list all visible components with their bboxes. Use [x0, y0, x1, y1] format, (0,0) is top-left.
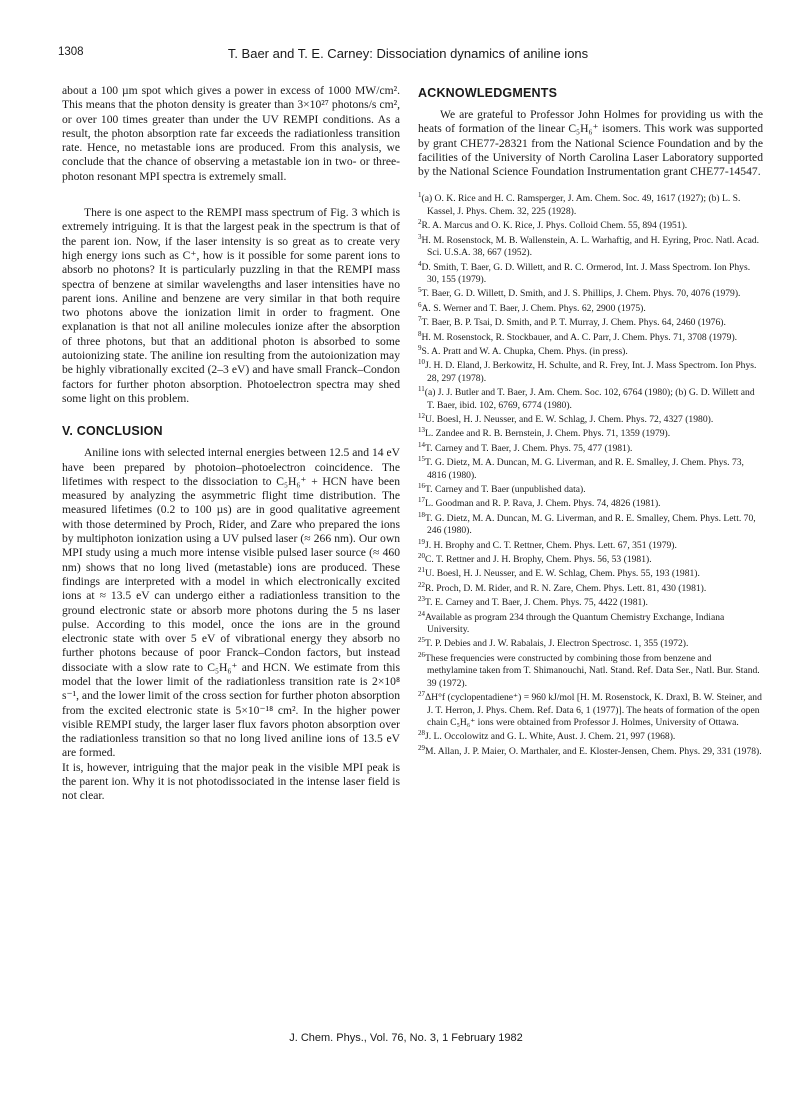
reference-text: T. Baer, B. P. Tsai, D. Smith, and P. T. Murray, J. Chem. Phys. 64, 2460 (1976). [421, 317, 726, 329]
reference-item [418, 428, 763, 440]
reference-number: 19 [418, 537, 425, 546]
reference-item [418, 343, 763, 358]
right-column [418, 84, 763, 760]
reference-text: U. Boesl, H. J. Neusser, and E. W. Schlag, J. Chem. Phys. 72, 4327 (1980). [425, 413, 714, 425]
reference-text: ΔH°f (cyclopentadiene⁺) = 960 kJ/mol [H. M. Rosenstock, K. Draxl, B. W. Steiner, and J. T. Herron, J. Phys. Chem. Ref. Data 6, 1 (1977)]. The heats of formation of the open chain C₅H₆⁺ ions were obtained from Professor J. Holmes, University of Ottawa. [425, 692, 762, 728]
reference-item [418, 568, 763, 580]
left-column [62, 84, 400, 804]
reference-number: 1 [418, 191, 422, 200]
journal-citation-footer: J. Chem. Phys., Vol. 76, No. 3, 1 February 1982 [289, 1032, 523, 1044]
reference-item [418, 329, 763, 344]
reference-number: 8 [418, 329, 422, 338]
reference-item [418, 650, 763, 690]
reference-text: L. Zandee and R. B. Bernstein, J. Chem. Phys. 71, 1359 (1979). [425, 428, 671, 440]
reference-number: 29 [418, 743, 425, 752]
reference-item [418, 537, 763, 552]
reference-item [418, 220, 763, 232]
reference-text: T. P. Debies and J. W. Rabalais, J. Electron Spectrosc. 1, 355 (1972). [425, 638, 689, 650]
reference-number: 7 [418, 314, 422, 323]
reference-number: 21 [418, 566, 425, 575]
reference-number: 6 [418, 300, 422, 309]
reference-number: 5 [418, 286, 422, 295]
reference-text: H. M. Rosenstock, M. B. Wallenstein, A. L. Warhaftig, and H. Eyring, Proc. Natl. Acad. Sci. U.S.A. 38, 667 (1952). [421, 234, 760, 259]
reference-text: Available as program 234 through the Quantum Chemistry Exchange, Indiana University. [425, 611, 725, 636]
page-number: 1308 [58, 46, 84, 58]
reference-number: 18 [418, 510, 425, 519]
reference-text: H. M. Rosenstock, R. Stockbauer, and A. C. Parr, J. Chem. Phys. 71, 3708 (1979). [421, 331, 738, 343]
reference-number: 2 [418, 218, 422, 227]
reference-text: U. Boesl, H. J. Neusser, and E. W. Schlag, Chem. Phys. 55, 193 (1981). [425, 568, 700, 580]
reference-text: T. G. Dietz, M. A. Duncan, M. G. Liverman, and R. E. Smalley, Chem. Phys. Lett. 70, 246 (1980). [425, 512, 756, 537]
reference-number: 12 [418, 411, 425, 420]
reference-number: 16 [418, 481, 425, 490]
section-heading-conclusion: V. CONCLUSION [62, 424, 163, 439]
reference-number: 20 [418, 551, 425, 560]
reference-item [418, 609, 763, 637]
reference-number: 17 [418, 496, 425, 505]
reference-text: S. A. Pratt and W. A. Chupka, Chem. Phys. (in press). [421, 345, 628, 357]
reference-text: (a) J. J. Butler and T. Baer, J. Am. Chem. Soc. 102, 6764 (1980); (b) G. D. Willett and T. Baer, ibid. 102, 6769, 6774 (1980). [424, 387, 755, 411]
reference-number: 25 [418, 636, 425, 645]
reference-item [418, 300, 763, 315]
reference-number: 22 [418, 580, 425, 589]
body-paragraph: It is, however, intriguing that the major peak in the visible MPI peak is the parent ion. Why it is not photodissociated in the intense laser field is not clear. [62, 760, 400, 803]
reference-number: 9 [418, 343, 422, 352]
reference-text: These frequencies were constructed by combining those from benzene and methylamine taken from T. Shimanouchi, Natl. Stand. Ref. Data Ser., Natl. Bur. Stand. 39 (1972). [425, 652, 760, 689]
reference-item [418, 638, 763, 650]
page-header [58, 46, 758, 66]
reference-text: R. Proch, D. M. Rider, and R. N. Zare, Chem. Phys. Lett. 81, 430 (1981). [425, 582, 707, 594]
reference-item [418, 510, 763, 538]
reference-item [418, 411, 763, 426]
acknowledgments-text: We are grateful to Professor John Holmes for providing us with the heats of formation of the linear C₅H₆⁺ isomers. This work was supported by grant CHE77-28321 from the National Science Foundation and by the facilities of the University of North Carolina Laser Laboratory supported by the National Science Foundation Instrumentation grant CHE77-14547. [418, 108, 763, 179]
reference-number: 11 [418, 384, 425, 393]
reference-number: 3 [418, 232, 422, 241]
reference-text: T. E. Carney and T. Baer, J. Chem. Phys. 75, 4422 (1981). [425, 597, 648, 609]
reference-item [418, 440, 763, 455]
reference-item [418, 731, 763, 743]
reference-number: 10 [418, 358, 425, 367]
body-paragraph: Aniline ions with selected internal energies between 12.5 and 14 eV have been prepared by photoion–photoelectron coincidence. The lifetimes with respect to the dissociation to C₅H₆⁺ + HCN have been measured by analyzing the asymmetric flight time distribution. The measured lifetimes (0.2 to 100 µs) are in good qualitative agreement with those determined by Proch, Rider, and Zare who prepared the ions by multiphoton ionization using a UV pulsed laser (≈ 266 nm). Our own MPI study using a much more intense visible pulsed laser source (≈ 460 nm) shows that no long lived (metastable) ions are produced. These findings are interpreted with a model in which electronically excited ions at ≈ 13.5 eV can undergo either a radiationless transition to the ground electronic state or absorb more photons during the 5 ns laser pulse. According to this model, once the ions are in the ground electronic state with over 5 eV of vibrational energy they absorb no further photons because of poor Franck–Condon factors, but instead dissociate with a slow rate to C₅H₆⁺ and HCN. We estimate from this model that the lower limit of the radiationless transition rate is 2×10⁸ s⁻¹, and the lower limit of the cross section for further photon absorption from the excited electronic state is 5×10⁻¹⁸ cm². In the higher power visible REMPI study, the larger laser flux favors photon absorption over the radiationless transition so that no long lived aniline ions of 13.5 eV are formed. [62, 446, 400, 760]
reference-text: (a) O. K. Rice and H. C. Ramsperger, J. Am. Chem. Soc. 49, 1617 (1927); (b) L. S. Kassel, J. Phys. Chem. 32, 225 (1928). [421, 193, 741, 217]
reference-text: T. Carney and T. Baer (unpublished data). [425, 484, 586, 496]
reference-item [418, 360, 763, 385]
reference-text: J. L. Occolowitz and G. L. White, Aust. J. Chem. 21, 997 (1968). [425, 731, 676, 743]
reference-item [418, 597, 763, 609]
reference-number: 4 [418, 259, 422, 268]
reference-item [418, 288, 763, 300]
reference-text: T. Baer, G. D. Willett, D. Smith, and J. S. Phillips, J. Chem. Phys. 70, 4076 (1979). [421, 288, 741, 300]
reference-text: T. G. Dietz, M. A. Duncan, M. G. Liverman, and R. E. Smalley, J. Chem. Phys. 73, 4816 (1980). [425, 457, 744, 481]
reference-item [418, 743, 763, 758]
running-head: T. Baer and T. E. Carney: Dissociation dynamics of aniline ions [227, 46, 589, 61]
reference-item [418, 193, 763, 218]
reference-number: 15 [418, 455, 425, 464]
reference-text: T. Carney and T. Baer, J. Chem. Phys. 75, 477 (1981). [425, 442, 633, 454]
reference-number: 13 [418, 426, 425, 435]
reference-text: D. Smith, T. Baer, G. D. Willett, and R. C. Ormerod, Int. J. Mass Spectrom. Ion Phys. 30, 155 (1979). [421, 261, 751, 285]
reference-item [418, 384, 763, 412]
reference-text: M. Allan, J. P. Maier, O. Marthaler, and E. Kloster-Jensen, Chem. Phys. 29, 331 (1978). [425, 745, 762, 757]
reference-text: L. Goodman and R. P. Rava, J. Chem. Phys. 74, 4826 (1981). [425, 498, 661, 510]
body-paragraph: about a 100 µm spot which gives a power in excess of 1000 MW/cm². This means that the photon density is greater than 3×10²⁷ photons/s cm², or over 100 times greater than under the UV REMPI conditions. As a result, the photon absorption rate far exceeds the radiationless transition rate. Hence, no metastable ions are produced. From this analysis, we conclude that the chance of observing a metastable ion in two- or three-photon resonant MPI spectra is extremely small. [62, 84, 400, 183]
reference-number: 14 [418, 440, 425, 449]
reference-item [418, 551, 763, 566]
reference-item [418, 314, 763, 329]
reference-item [418, 580, 763, 595]
reference-text: A. S. Werner and T. Baer, J. Chem. Phys. 62, 2900 (1975). [421, 302, 646, 314]
reference-number: 24 [418, 609, 425, 618]
reference-text: C. T. Rettner and J. H. Brophy, Chem. Phys. 56, 53 (1981). [425, 554, 652, 566]
reference-item [418, 232, 763, 260]
reference-item [418, 457, 763, 482]
reference-number: 27 [418, 689, 425, 698]
reference-text: J. H. Brophy and C. T. Rettner, Chem. Phys. Lett. 67, 351 (1979). [425, 539, 677, 551]
reference-list [418, 193, 763, 758]
section-heading-acknowledgments: ACKNOWLEDGMENTS [418, 86, 558, 100]
reference-item [418, 259, 763, 287]
reference-item [418, 481, 763, 496]
reference-item [418, 689, 763, 729]
reference-number: 26 [418, 650, 425, 659]
reference-number: 28 [418, 729, 425, 738]
reference-text: R. A. Marcus and O. K. Rice, J. Phys. Colloid Chem. 55, 894 (1951). [421, 220, 688, 232]
body-paragraph: There is one aspect to the REMPI mass spectrum of Fig. 3 which is extremely intriguing. It is that the largest peak in the spectrum is that of the parent ion. Now, if the laser intensity is so great as to create very high energy ions such as C⁺, how is it possible for some parent ions to absorb no photons? It is particularly puzzling in that the REMPI mass spectra of benzene at similar wavelengths and laser intensities have no parent ions. Aniline and benzene are very similar in that both require two photons above the ionization limit in order to fragment. One explanation is that not all aniline molecules ionize after the absorption of three photons, but that an additional photon is absorbed to some autoionizing state. The aniline ion resulting from the autoionization may be highly vibrationally excited (2–3 eV) and have small Franck–Condon factors for further photon absorption. Photoelectron spectra may shed some light on this problem. [62, 206, 400, 405]
reference-number: 23 [418, 595, 425, 604]
reference-item [418, 498, 763, 510]
reference-text: J. H. D. Eland, J. Berkowitz, H. Schulte, and R. Frey, Int. J. Mass Spectrom. Ion Phys. 28, 297 (1978). [425, 360, 757, 384]
